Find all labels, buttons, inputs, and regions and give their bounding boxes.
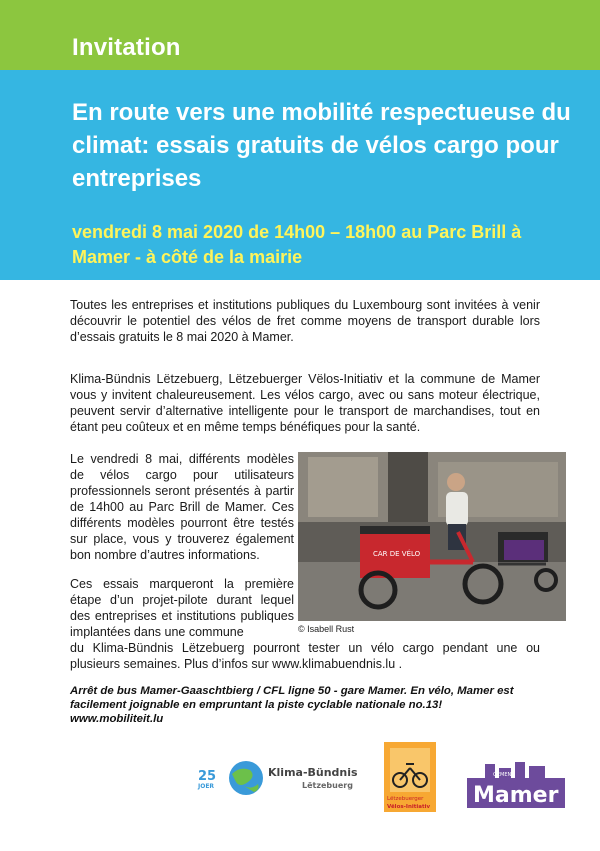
klima-badge-number: 25 — [198, 769, 217, 784]
klima-badge-text: JOER — [198, 783, 215, 790]
mobiliteit-link[interactable]: www.mobiliteit.lu — [70, 713, 164, 725]
bike-box-label: CAR DE VÉLO — [373, 550, 421, 558]
cargo-bike-illustration — [298, 452, 566, 621]
transport-info-text: Arrêt de bus Mamer-Gaaschtbierg / CFL ligne 50 - gare Mamer. En vélo, Mamer est facilement joignable en empruntant la piste cyclable nationale no.13! — [70, 685, 514, 711]
mamer-name: Mamer — [473, 783, 559, 808]
intro-paragraph: Toutes les entreprises et institutions publiques du Luxembourg sont invitées à venir découvrir le potentiel des vélos de fret comme moyens de transport durable lors d’essais gratuits le 8 mai 2020 à Mamer. — [70, 298, 540, 344]
velos-initiativ-logo — [384, 742, 436, 812]
velos-line1: Lëtzebuerger — [387, 796, 424, 802]
page-title: Invitation — [72, 34, 181, 61]
klima-name: Klima-Bündnis — [268, 766, 358, 779]
event-paragraph: Le vendredi 8 mai, différents modèles de vélos cargo pour utilisateurs professionnels seront présentés à partir de 14h00 au Parc Brill de Mamer. Ces différents modèles pourront être testés sur place, vous y trouverez également bon nombre d’autres informations. — [70, 452, 294, 562]
klima-subtitle: Lëtzebuerg — [302, 781, 353, 790]
event-date-location: vendredi 8 mai 2020 de 14h00 – 18h00 au Parc Brill à Mamer - à côté de la mairie — [72, 222, 522, 267]
transport-info — [70, 684, 550, 726]
mamer-top-text: GEMENG — [493, 772, 516, 778]
pilot-paragraph: Ces essais marqueront la première étape d’un projet-pilote durant lequel des entreprises et institutions publiques implantées dans une commune — [70, 577, 294, 639]
photo-credit: © Isabell Rust — [298, 624, 355, 634]
mamer-logo — [467, 760, 565, 810]
cargo-bike-photo — [298, 452, 566, 621]
headline: En route vers une mobilité respectueuse du climat: essais gratuits de vélos cargo pour entreprises — [72, 99, 571, 192]
klima-buendnis-logo — [194, 760, 394, 820]
velos-line2: Vëlos-Initiativ — [387, 804, 431, 810]
pilot-paragraph-continued: du Klima-Bündnis Lëtzebuerg pourront tester un vélo cargo pendant une ou plusieurs semaines. Plus d’infos sur www.klimabuendnis.lu . — [70, 641, 540, 671]
partners-paragraph: Klima-Bündnis Lëtzebuerg, Lëtzebuerger Vëlos-Initiativ et la commune de Mamer vous y invitent chaleureusement. Les vélos cargo, avec ou sans moteur électrique, peuvent servir d’alternative intelligente pour le transport de marchandises, tout en étant peu coûteux et en même temps bénéfiques pour la santé. — [70, 372, 540, 434]
